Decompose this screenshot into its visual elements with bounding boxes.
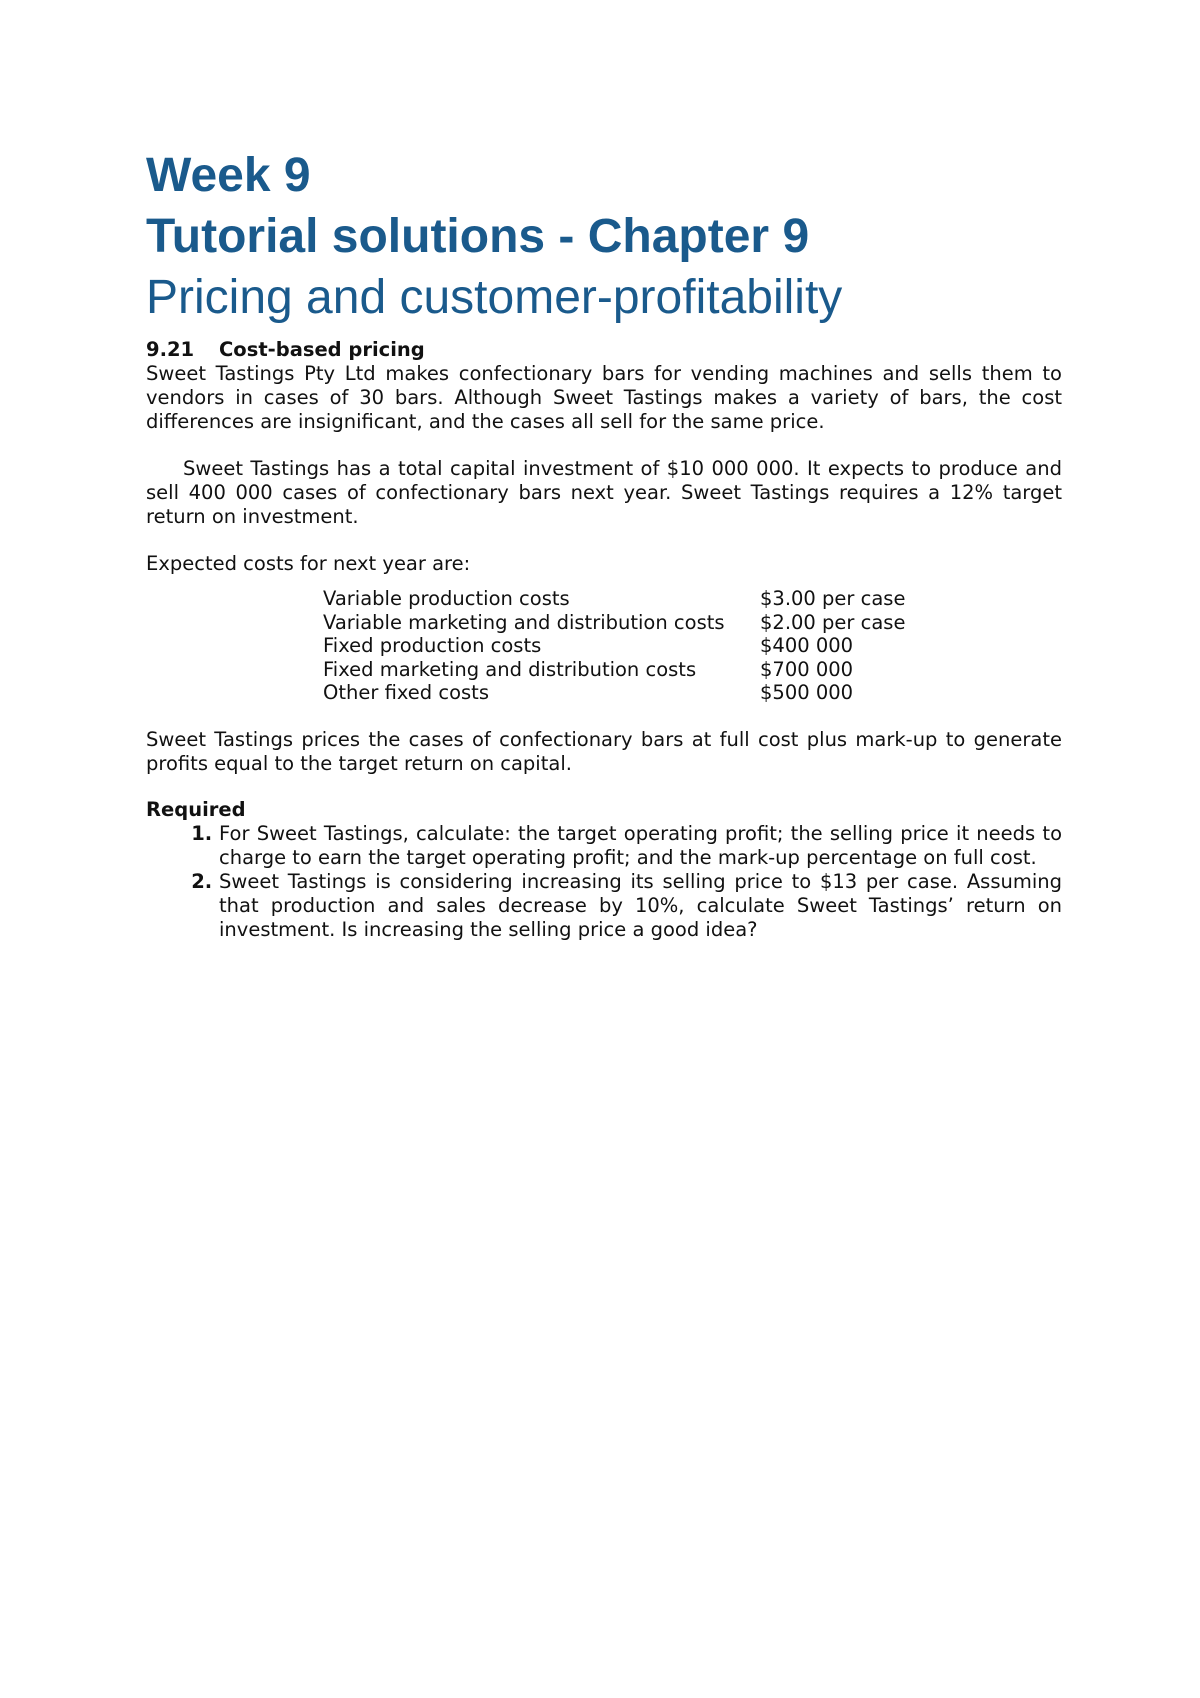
cost-label: Variable production costs — [323, 587, 570, 610]
cost-label: Fixed production costs — [323, 634, 542, 657]
chapter-title: Tutorial solutions - Chapter 9 — [146, 210, 810, 263]
cost-row — [323, 587, 1062, 611]
cost-row — [323, 611, 1062, 635]
required-list — [146, 822, 1062, 942]
required-item: 2. Sweet Tastings is considering increasing its selling price to $13 per case. Assuming that production and sales decrease by 10%, calculate Sweet Tastings’ return on investment. Is increasing the selling price a good idea? — [219, 870, 1062, 942]
section-heading — [146, 338, 1062, 362]
cost-value: $2.00 per case — [760, 610, 906, 634]
cost-label: Variable marketing and distribution costs — [323, 610, 725, 634]
pricing-paragraph: Sweet Tastings prices the cases of confectionary bars at full cost plus mark-up to generate profits equal to the target return on capital. — [146, 727, 1062, 775]
cost-label: Other fixed costs — [323, 681, 489, 704]
costs-table — [323, 587, 1062, 705]
cost-label: Fixed marketing and distribution costs — [323, 657, 697, 681]
investment-paragraph: Sweet Tastings has a total capital investment of $10 000 000. It expects to produce and sell 400 000 cases of confectionary bars next year. Sweet Tastings requires a 12% target return on investment. — [146, 457, 1062, 528]
cost-row — [323, 634, 1062, 658]
costs-intro: Expected costs for next year are: — [146, 552, 471, 575]
section-number: 9.21 — [146, 338, 195, 361]
required-heading: Required — [146, 797, 246, 821]
topic-title: Pricing and customer-profitability — [146, 271, 843, 324]
cost-value: $400 000 — [760, 634, 854, 657]
cost-row — [323, 658, 1062, 682]
required-item: 1. For Sweet Tastings, calculate: the target operating profit; the selling price it needs to charge to earn the target operating profit; and the mark-up percentage on full cost. — [219, 822, 1062, 870]
section-title: Cost-based pricing — [219, 338, 425, 361]
week-title: Week 9 — [146, 149, 311, 202]
intro-paragraph: Sweet Tastings Pty Ltd makes confectionary bars for vending machines and sells them to vendors in cases of 30 bars. Although Sweet Tastings makes a variety of bars, the cost differences are insignificant, and the cases all sell for the same price. — [146, 362, 1062, 433]
cost-value: $500 000 — [760, 681, 854, 704]
cost-value: $700 000 — [760, 657, 854, 681]
document-page — [146, 145, 1062, 942]
cost-value: $3.00 per case — [760, 587, 906, 610]
cost-row — [323, 681, 1062, 705]
